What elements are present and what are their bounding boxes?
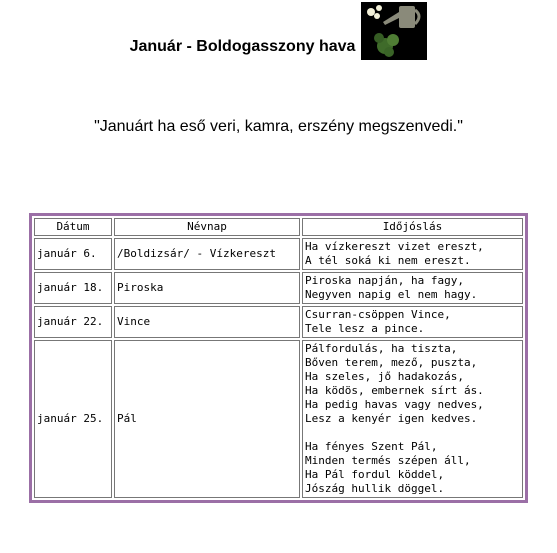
column-header-date: Dátum [34,218,112,236]
header [0,0,557,60]
nameday-table-frame [29,213,528,503]
date-cell: január 18. [34,272,112,304]
nameday-cell: Pál [114,340,300,498]
nameday-cell: Vince [114,306,300,338]
nameday-table [32,216,525,500]
column-header-nameday: Névnap [114,218,300,236]
forecast-cell: Piroska napján, ha fagy, Negyven napig el nem hagy. [302,272,523,304]
table-row [34,306,523,338]
date-cell: január 25. [34,340,112,498]
proverb-quote: "Januárt ha eső veri, kamra, erszény megszenvedi." [94,118,463,135]
table-row [34,340,523,498]
date-cell: január 6. [34,238,112,270]
nameday-cell: Piroska [114,272,300,304]
forecast-cell: Csurran-csöppen Vince, Tele lesz a pince. [302,306,523,338]
date-cell: január 22. [34,306,112,338]
nameday-cell: /Boldizsár/ - Vízkereszt [114,238,300,270]
forecast-cell: Pálfordulás, ha tiszta, Bőven terem, mező, puszta, Ha szeles, jő hadakozás, Ha ködös, embernek sírt ás. Ha pedig havas vagy nedves, Lesz a kenyér igen kedves. Ha fényes Szent Pál, Minden termés szépen áll, Ha Pál fordul köddel, Jószág hullik döggel. [302,340,523,498]
table-row [34,238,523,270]
table-header-row [34,218,523,236]
watering-can-picture [361,2,427,60]
column-header-forecast: Időjóslás [302,218,523,236]
table-row [34,272,523,304]
page-title: Január - Boldogasszony hava [129,38,356,55]
forecast-cell: Ha vízkereszt vizet ereszt, A tél soká ki nem ereszt. [302,238,523,270]
